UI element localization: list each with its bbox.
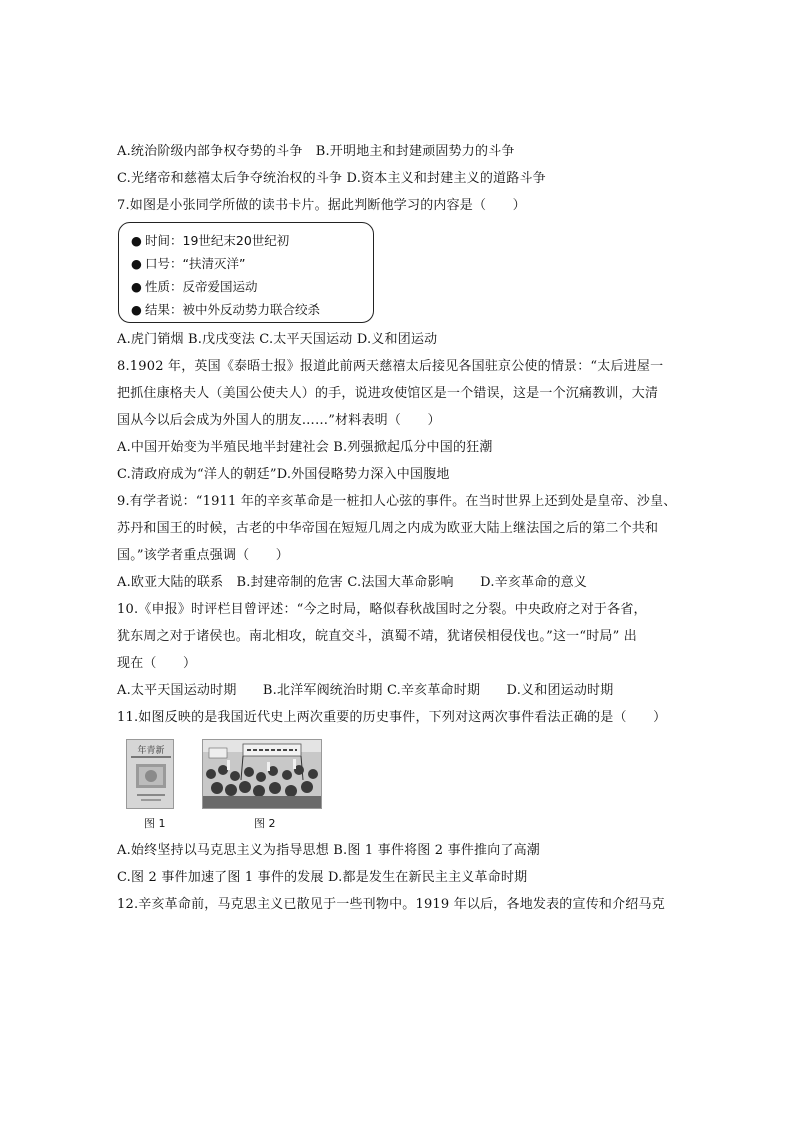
q10-stem-line: 10.《申报》时评栏目曾评述：“今之时局，略似春秋战国时之分裂。中央政府之对于各省， (117, 602, 647, 617)
card-item: ● 口号：“扶清灭洋” (131, 256, 246, 271)
q8-stem-line: 8.1902 年，英国《泰晤士报》报道此前两天慈禧太后接见各国驻京公使的情景：“太后进屋一 (117, 359, 664, 374)
q11-options-ab: A.始终坚持以马克思主义为指导思想 B.图 1 事件将图 2 事件推向了高潮 (117, 843, 541, 858)
q10-options: A.太平天国运动时期 B.北洋军阀统治时期 C.辛亥革命时期 D.义和团运动时期 (117, 683, 614, 698)
bullet-icon: ● (131, 233, 142, 248)
q8-options-ab: A.中国开始变为半殖民地半封建社会 B.列强掀起瓜分中国的狂潮 (117, 440, 493, 455)
figure-1-caption: 图 1 (144, 817, 166, 830)
figure-2-protest-photo (202, 739, 322, 809)
q9-stem-line: 苏丹和国王的时候，古老的中华帝国在短短几周之内成为欧亚大陆上继法国之后的第二个共和 (117, 521, 659, 536)
q8-stem-line: 国从今以后会成为外国人的朋友……”材料表明（ ） (117, 413, 441, 428)
q11-stem: 11.如图反映的是我国近代史上两次重要的历史事件，下列对这两次事件看法正确的是（ ） (117, 710, 667, 725)
reading-card (118, 222, 374, 323)
figure-2-caption: 图 2 (254, 817, 276, 830)
q8-options-cd: C.清政府成为“洋人的朝廷”D.外国侵略势力深入中国腹地 (117, 467, 450, 482)
card-item: ● 性质：反帝爱国运动 (131, 279, 258, 294)
protest-photo-image (203, 740, 322, 809)
q10-stem-line: 犹东周之对于诸侯也。南北相攻，皖直交斗，滇蜀不靖，犹诸侯相侵伐也。”这一“时局” 出 (117, 629, 637, 644)
q9-stem-line: 国。”该学者重点强调（ ） (117, 548, 289, 563)
bullet-icon: ● (131, 279, 142, 294)
q7-stem: 7.如图是小张同学所做的读书卡片。据此判断他学习的内容是（ ） (117, 198, 526, 213)
q8-stem-line: 把抓住康格夫人（美国公使夫人）的手，说进攻使馆区是一个错误，这是一个沉痛教训，大清 (117, 386, 659, 401)
q10-stem-line: 现在（ ） (117, 656, 197, 671)
q6-options-ab: A.统治阶级内部争权夺势的斗争 B.开明地主和封建顽固势力的斗争 (117, 144, 515, 159)
q7-options: A.虎门销烟 B.戊戌变法 C.太平天国运动 D.义和团运动 (117, 332, 438, 347)
q11-options-cd: C.图 2 事件加速了图 1 事件的发展 D.都是发生在新民主主义革命时期 (117, 870, 528, 885)
q9-options: A.欧亚大陆的联系 B.封建帝制的危害 C.法国大革命影响 D.辛亥革命的意义 (117, 575, 588, 590)
magazine-cover-image (127, 740, 174, 809)
q6-options-cd: C.光绪帝和慈禧太后争夺统治权的斗争 D.资本主义和封建主义的道路斗争 (117, 171, 546, 186)
magazine-title: 年青新 (137, 746, 165, 756)
bullet-icon: ● (131, 302, 142, 317)
bullet-icon: ● (131, 256, 142, 271)
card-item: ● 时间：19世纪末20世纪初 (131, 233, 290, 248)
card-item: ● 结果：被中外反动势力联合绞杀 (131, 302, 321, 317)
q12-stem: 12.辛亥革命前，马克思主义已散见于一些刊物中。1919 年以后，各地发表的宣传和介绍马克 (117, 897, 665, 912)
figure-1-magazine-cover (126, 739, 174, 809)
q9-stem-line: 9.有学者说：“1911 年的辛亥革命是一桩扣人心弦的事件。在当时世界上还到处是皇帝、沙皇、 (117, 494, 677, 509)
